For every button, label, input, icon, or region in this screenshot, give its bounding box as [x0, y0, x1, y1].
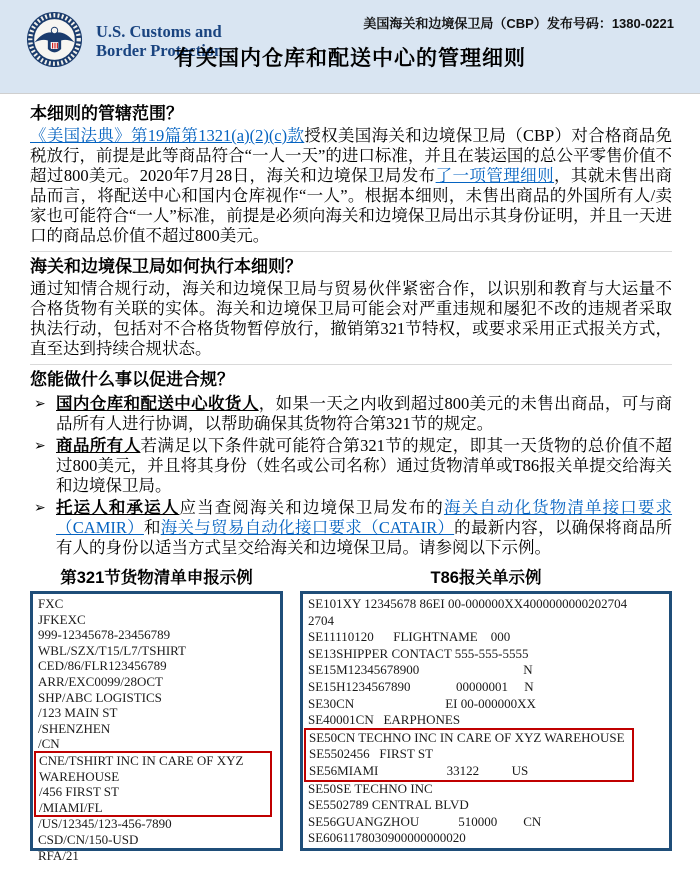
- examples-area: [30, 564, 672, 863]
- highlight-box: [34, 751, 272, 817]
- text-run: 和: [143, 518, 161, 537]
- code-line: CNE/TSHIRT INC IN CARE OF XYZ WAREHOUSE: [39, 752, 247, 784]
- code-line: /MIAMI/FL: [39, 799, 103, 815]
- code-line: /US/12345/123-456-7890: [38, 816, 172, 832]
- code-line: SHP/ABC LOGISTICS: [38, 689, 162, 705]
- section-divider: [30, 251, 672, 252]
- code-line: RFA/21: [38, 847, 79, 863]
- example-boxes-row: [30, 591, 672, 863]
- header-band: [0, 0, 700, 94]
- arrow-bullet-icon: ➢: [34, 500, 46, 516]
- code-line: /456 FIRST ST: [39, 784, 119, 800]
- t86-example-box: [300, 591, 672, 851]
- us-code-link[interactable]: 《美国法典》第19篇第1321(a)(2)(c)款: [30, 126, 305, 145]
- bold-term: 商品所有人: [56, 437, 141, 455]
- bullet-owners-text: [56, 436, 672, 496]
- page-title: 有关国内仓库和配送中心的管理细则: [174, 47, 526, 70]
- section-scope: [30, 103, 672, 246]
- arrow-bullet-icon: ➢: [34, 396, 46, 412]
- bullet-owners: [30, 436, 672, 496]
- section-compliance: [30, 369, 672, 558]
- code-line: JFKEXC: [38, 611, 86, 627]
- t86-example-title: T86报关单示例: [430, 569, 542, 587]
- text-run: 若满足以下条件就可能符合第321节的规定，即其一天货物的总价值不超过800美元，并且将其身份（姓名或公司名称）通过货物清单或T86报关单提交给海关和边境保卫局。: [56, 436, 673, 495]
- code-line: SE15M12345678900 N: [308, 662, 533, 678]
- agency-name-line1: U.S. Customs and: [96, 22, 222, 41]
- code-line: SE56MIAMI 33122 US: [309, 762, 529, 778]
- section-scope-heading: 本细则的管辖范围？: [30, 104, 183, 123]
- bullet-consignees: [30, 394, 672, 434]
- code-line: SE50SE TECHNO INC: [308, 780, 433, 796]
- text-run: 的最新内容，以确保将商品所有人的身份以适当方式呈交给海关和边境保卫局。请参阅以下示例。: [56, 518, 673, 557]
- bullet-shippers-carriers: [30, 498, 672, 558]
- code-line: SE11110120 FLIGHTNAME 000: [308, 629, 511, 645]
- code-line: 2704: [308, 612, 334, 628]
- code-line: CSD/CN/150-USD: [38, 831, 139, 847]
- code-line: /123 MAIN ST: [38, 705, 118, 721]
- code-line: SE50CN TECHNO INC IN CARE OF XYZ WAREHOUSE: [309, 729, 625, 745]
- code-line: SE30CN EI 00-000000XX: [308, 695, 536, 711]
- admin-ruling-link[interactable]: 了一项管理细则: [435, 166, 555, 185]
- text-run: 通过知情合规行动，海关和边境保卫局与贸易伙伴紧密合作，以识别和教育与大运量不合格货物有关联的实体。海关和边境保卫局可能会对严重违规和屡犯不改的违规者采取执法行动，包括对不合格货物暂停放行，撤销第321节特权，或要求采用正式报关方式，直至达到持续合规状态。: [30, 279, 672, 358]
- code-line: /CN: [38, 736, 60, 752]
- code-line: SE6061178030900000000020: [308, 830, 466, 846]
- document-body: [0, 94, 700, 863]
- camir-link[interactable]: 海关自动化货物清单接口要求（CAMIR）: [56, 498, 673, 537]
- example-titles-row: [30, 564, 672, 588]
- code-line: SE5502456 FIRST ST: [309, 746, 434, 762]
- section-enforcement-heading: 海关和边境保卫局如何执行本细则？: [30, 257, 302, 276]
- code-line: SE5502789 CENTRAL BLVD: [308, 797, 469, 813]
- section-compliance-heading: 您能做什么事以促进合规？: [30, 370, 234, 389]
- text-run: ，其就未售出商品而言，将配送中心和国内仓库视作“一人”。根据本细则，未售出商品的外国所有人/卖家也可能符合“一人”标准，前提是必须向海关和边境保卫局出示其身份证明，并且一天进口的商品总价值不超过800美元。: [30, 166, 673, 245]
- section-enforcement-paragraph: [30, 279, 672, 359]
- code-line: 999-12345678-23456789: [38, 627, 171, 643]
- code-line: /SHENZHEN: [38, 720, 111, 736]
- catair-link[interactable]: 海关与贸易自动化接口要求（CATAIR）: [160, 518, 455, 537]
- manifest-example-title: 第321节货物清单申报示例: [60, 569, 253, 587]
- code-line: WBL/SZX/T15/L7/TSHIRT: [38, 642, 186, 658]
- text-run: ，如果一天之内收到超过800美元的未售出商品，可与商品所有人进行协调，以帮助确保其货物符合第321节的规定。: [56, 394, 673, 433]
- code-line: SE15H1234567890 00000001 N: [308, 678, 534, 694]
- bullet-shippers-carriers-text: [56, 498, 672, 558]
- bold-term: 国内仓库和配送中心收货人: [56, 395, 259, 413]
- section-scope-paragraph: [30, 126, 672, 246]
- bold-term: 托运人和承运人: [56, 499, 180, 517]
- text-run: 授权美国海关和边境保卫局（CBP）对合格商品免税放行，前提是此等商品符合“一人一天”的进口标准，并且在装运国的总公平零售价值不超过800美元。2020年7月28日，海关和边境保卫局发布: [30, 126, 672, 185]
- code-line: SE13SHIPPER CONTACT 555-555-5555: [308, 645, 529, 661]
- bullet-consignees-text: [56, 394, 672, 434]
- code-line: ARR/EXC0099/28OCT: [38, 673, 163, 689]
- section-divider: [30, 364, 672, 365]
- manifest-example-box: [30, 591, 283, 863]
- compliance-bullet-list: [30, 394, 672, 558]
- code-line: CED/86/FLR123456789: [38, 658, 167, 674]
- code-line: FXC: [38, 596, 64, 611]
- publication-number: 美国海关和边境保卫局（CBP）发布号码：1380-0221: [363, 16, 674, 31]
- agency-name-line2: Border Protection: [96, 41, 224, 60]
- section-enforcement: [30, 256, 672, 359]
- arrow-bullet-icon: ➢: [34, 438, 46, 454]
- highlight-box: [304, 728, 634, 782]
- code-line: SE40001CN EARPHONES: [308, 712, 461, 728]
- text-run: 应当查阅海关和边境保卫局发布的: [179, 498, 444, 517]
- code-line: SE56GUANGZHOU 510000 CN: [308, 813, 542, 829]
- code-line: SE101XY 12345678 86EI 00-000000XX4000000000202704: [308, 596, 628, 611]
